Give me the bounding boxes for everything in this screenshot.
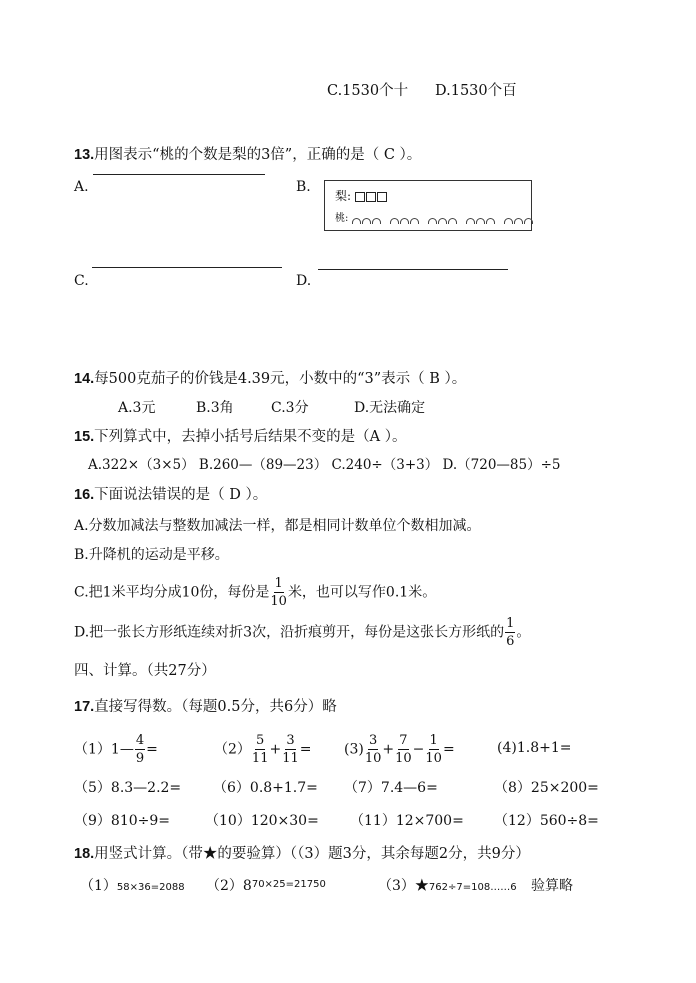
q14-number: 14. bbox=[74, 371, 95, 387]
q16-c-text-end: 米，也可以写作0.1米。 bbox=[287, 584, 437, 601]
q17-problem-3 bbox=[344, 734, 455, 765]
numerator: 5 bbox=[256, 733, 265, 748]
q15-options: A.322×（3×5） B.260—（89—23） C.240÷（3+3） D.（720—85）÷5 bbox=[88, 457, 561, 473]
q16-option-d bbox=[74, 617, 530, 648]
circle-icon bbox=[410, 218, 419, 224]
circle-icon bbox=[524, 218, 533, 224]
square-icon bbox=[355, 192, 365, 202]
q13-option-a-diagram-line bbox=[93, 174, 265, 175]
problem-label: （1） bbox=[80, 878, 117, 894]
q14-option-b: B.3角 bbox=[196, 400, 234, 416]
q18-problem-1 bbox=[80, 879, 185, 893]
q18-problem-2 bbox=[206, 879, 326, 893]
q14-option-a: A.3元 bbox=[118, 400, 156, 416]
numerator: 4 bbox=[135, 733, 145, 748]
circle-icon bbox=[466, 218, 475, 224]
q17-problem-6: （6）0.8+1.7= bbox=[213, 780, 318, 796]
denominator: 10 bbox=[270, 594, 287, 609]
q13-option-d-label: D. bbox=[296, 273, 312, 289]
numerator: 1 bbox=[429, 733, 438, 748]
circle-icon bbox=[514, 218, 523, 224]
operator: − bbox=[412, 741, 425, 758]
section-heading: 四、计算。（共27分） bbox=[74, 663, 216, 679]
q14-text: 每500克茄子的价钱是4.39元，小数中的“3”表示（ B ）。 bbox=[94, 371, 467, 387]
q18-question bbox=[74, 847, 530, 862]
peach-label: 桃: bbox=[335, 213, 349, 224]
q13-option-b-label: B. bbox=[296, 179, 311, 195]
q16-question bbox=[74, 488, 267, 503]
q15-number: 15. bbox=[74, 429, 95, 445]
circle-icon bbox=[486, 218, 495, 224]
circle-group bbox=[466, 214, 496, 224]
problem-answer: 70×25=21750 bbox=[251, 879, 326, 890]
square-icon bbox=[377, 192, 387, 202]
q16-text: 下面说法错误的是（ D ）。 bbox=[94, 487, 268, 503]
fraction bbox=[395, 734, 412, 765]
problem-answer: 58×36=2088 bbox=[116, 882, 185, 893]
circle-icon bbox=[362, 218, 371, 224]
q13-option-b-diagram bbox=[324, 180, 532, 231]
q17-problem-8: （8）25×200= bbox=[494, 780, 599, 796]
q18-text: 用竖式计算。（带★的要验算）（（3）题3分，其余每题2分，共9分） bbox=[94, 846, 530, 862]
circle-icon bbox=[476, 218, 485, 224]
circle-group bbox=[504, 214, 534, 224]
denominator: 10 bbox=[364, 751, 382, 766]
q14-option-c: C.3分 bbox=[271, 400, 309, 416]
q17-problem-5: （5）8.3—2.2= bbox=[74, 780, 182, 796]
q17-number: 17. bbox=[74, 699, 95, 715]
q17-problem-11: （11）12×700= bbox=[350, 813, 464, 829]
q16-option-a: A.分数加减法与整数加减法一样，都是相同计数单位个数相加减。 bbox=[74, 518, 481, 534]
q14-question bbox=[74, 372, 466, 387]
q13-text: 用图表示“桃的个数是梨的3倍”，正确的是（ C ）。 bbox=[94, 147, 422, 163]
q13-option-c-label: C. bbox=[74, 273, 89, 289]
problem-text: （2） bbox=[214, 741, 251, 758]
problem-text: （1）1— bbox=[74, 741, 134, 758]
denominator: 10 bbox=[395, 751, 412, 766]
problem-text: (3) bbox=[344, 741, 364, 758]
fraction bbox=[270, 577, 287, 608]
q18-number: 18. bbox=[74, 846, 95, 862]
operator: + bbox=[382, 741, 395, 758]
q15-question bbox=[74, 430, 407, 445]
denominator: 6 bbox=[506, 634, 515, 649]
circle-icon bbox=[504, 218, 513, 224]
fraction bbox=[252, 734, 269, 765]
q13-option-d-diagram-line bbox=[318, 269, 508, 270]
q17-problem-7: （7）7.4—6= bbox=[344, 780, 438, 796]
equals: = bbox=[442, 741, 455, 758]
q17-problem-10: （10）120×30= bbox=[205, 813, 319, 829]
q17-problem-12: （12）560÷8= bbox=[494, 813, 599, 829]
square-icon bbox=[366, 192, 376, 202]
q16-option-b: B.升降机的运动是平移。 bbox=[74, 547, 229, 563]
equals: = bbox=[299, 741, 312, 758]
circle-group bbox=[352, 214, 382, 224]
q16-c-text: C.把1米平均分成10份，每份是 bbox=[74, 584, 270, 601]
fraction bbox=[365, 734, 382, 765]
denominator: 11 bbox=[251, 751, 269, 766]
problem-note: 验算略 bbox=[531, 878, 574, 894]
circle-icon bbox=[400, 218, 409, 224]
q13-number: 13. bbox=[74, 147, 95, 163]
q17-problem-1 bbox=[74, 734, 158, 765]
fraction bbox=[425, 734, 442, 765]
q14-option-d: D.无法确定 bbox=[354, 400, 426, 416]
denominator: 11 bbox=[282, 751, 299, 766]
numerator: 3 bbox=[286, 733, 295, 748]
problem-label: （2）8 bbox=[206, 878, 252, 894]
q12-option-d: D.1530个百 bbox=[435, 83, 517, 99]
problem-answer: 762÷7=108……6 bbox=[428, 882, 517, 893]
q16-option-c bbox=[74, 577, 436, 608]
numerator: 3 bbox=[368, 733, 378, 748]
q17-problem-2 bbox=[214, 734, 311, 765]
pear-row bbox=[335, 190, 388, 202]
circle-icon bbox=[428, 218, 437, 224]
circle-icon bbox=[448, 218, 457, 224]
q17-problem-9: （9）810÷9= bbox=[74, 813, 170, 829]
numerator: 1 bbox=[506, 616, 515, 631]
q17-problem-4: (4)1.8+1= bbox=[497, 740, 572, 756]
circle-icon bbox=[438, 218, 447, 224]
peach-row bbox=[335, 214, 539, 224]
q16-d-text: D.把一张长方形纸连续对折3次，沿折痕剪开，每份是这张长方形纸的 bbox=[74, 624, 505, 641]
q15-text: 下列算式中，去掉小括号后结果不变的是（A ）。 bbox=[94, 429, 407, 445]
circle-icon bbox=[372, 218, 381, 224]
q13-option-a-label: A. bbox=[74, 179, 89, 195]
fraction bbox=[282, 734, 299, 765]
equals: = bbox=[146, 741, 158, 758]
q17-question bbox=[74, 700, 337, 715]
circle-group bbox=[390, 214, 420, 224]
circle-group bbox=[428, 214, 458, 224]
pear-label: 梨: bbox=[335, 189, 352, 203]
problem-label: （3）★ bbox=[378, 878, 429, 894]
q18-problem-3 bbox=[378, 879, 573, 893]
numerator: 7 bbox=[399, 733, 408, 748]
operator: + bbox=[269, 741, 282, 758]
q16-number: 16. bbox=[74, 487, 95, 503]
q13-option-c-diagram-line bbox=[92, 267, 282, 268]
fraction bbox=[135, 734, 145, 765]
fraction bbox=[505, 617, 515, 648]
denominator: 9 bbox=[135, 751, 145, 766]
circle-icon bbox=[352, 218, 361, 224]
q16-d-text-end: 。 bbox=[516, 624, 531, 641]
q17-text: 直接写得数。（每题0.5分，共6分）略 bbox=[94, 699, 337, 715]
q12-option-c: C.1530个十 bbox=[327, 83, 409, 99]
circle-icon bbox=[390, 218, 399, 224]
denominator: 10 bbox=[425, 751, 442, 766]
numerator: 1 bbox=[274, 576, 283, 591]
q13-question bbox=[74, 148, 421, 163]
